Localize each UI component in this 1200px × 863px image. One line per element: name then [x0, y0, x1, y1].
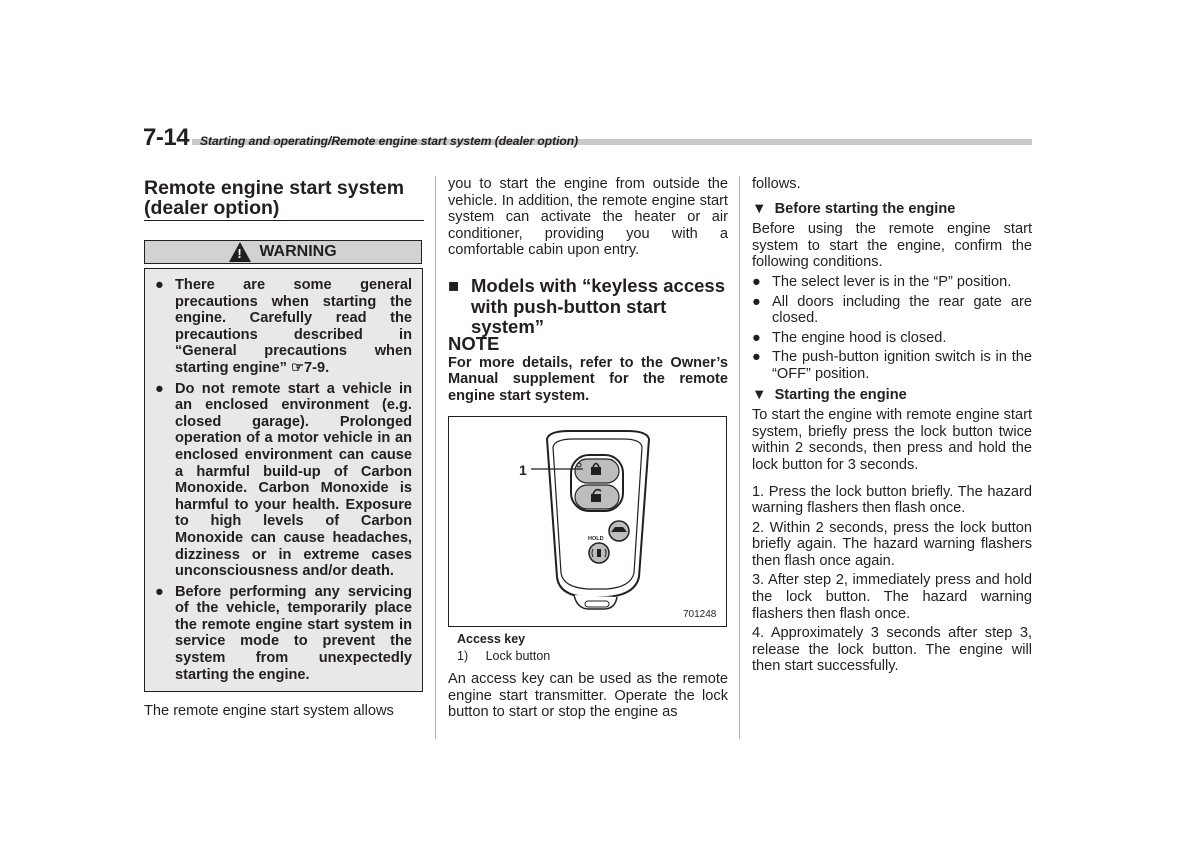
note-heading: NOTE [448, 333, 500, 354]
starting-text: To start the engine with remote engine start system, briefly press the lock button twice within 2 seconds, then press and hold the lock button for 3 seconds. [752, 407, 1032, 473]
figure-id: 701248 [683, 609, 717, 620]
square-marker-icon: ■ [448, 275, 460, 296]
warning-item: ● There are some general precautions when starting the engine. Carefully read the precautions described in “General precautions when starting engine” ☞7-9. [155, 277, 412, 376]
step: 2. Within 2 seconds, press the lock button briefly again. The hazard warning flashers then flash once again. [752, 519, 1032, 569]
conditions-list [752, 274, 1032, 383]
legend-text: Lock button [485, 648, 551, 663]
triangle-marker-icon: ▼ [752, 386, 767, 403]
note-block [448, 333, 728, 404]
access-key-illustration [449, 417, 725, 625]
section-title-line2: (dealer option) [144, 197, 280, 219]
column-divider [435, 176, 436, 739]
figure-caption: Access key [457, 632, 526, 646]
subsection-heading [448, 276, 728, 338]
step: 1. Press the lock button briefly. The hazard warning flashers then flash once. [752, 483, 1032, 517]
warning-box [144, 268, 423, 692]
before-text: Before using the remote engine start system to start the engine, confirm the following conditions. [752, 221, 1032, 271]
column-divider [739, 176, 740, 739]
list-item: ● The engine hood is closed. [752, 329, 947, 346]
section-heading [144, 178, 424, 221]
subsection-title: Models with “keyless access with push-button start system” [471, 275, 725, 338]
col2-intro: you to start the engine from outside the vehicle. In addition, the remote engine start system can activate the heater or air conditioner, providing you with a comfortable cabin upon entry. [448, 176, 728, 259]
triangle-marker-icon: ▼ [752, 200, 767, 217]
col2-body: An access key can be used as the remote engine start transmitter. Operate the lock button to start or stop the engine as [448, 671, 728, 721]
note-text: For more details, refer to the Owner’s Manual supplement for the remote engine start system. [448, 354, 728, 404]
figure-legend [457, 648, 727, 665]
list-item: ● All doors including the rear gate are closed. [752, 293, 1032, 327]
bullet-icon: ● [752, 293, 761, 310]
step: 4. Approximately 3 seconds after step 3, release the lock button. The engine will then start successfully. [752, 625, 1032, 675]
col3 [752, 176, 1032, 675]
hold-label: HOLD [588, 536, 604, 542]
access-key-figure [448, 416, 727, 627]
bullet-icon: ● [752, 329, 761, 346]
warning-item: ● Do not remote start a vehicle in an enclosed environment (e.g. closed garage). Prolonged operation of a motor vehicle in an enclosed environment can cause a harmful build-up of Carbon Monoxide. Carbon Monoxide is harmful to your health. Exposure to high levels of Carbon Monoxide can cause headaches, dizziness or in extreme cases unconsciousness and/or death. [155, 380, 412, 580]
warning-item: ● Before performing any servicing of the vehicle, temporarily place the remote engine start system in service mode to prevent the system from unexpectedly starting the engine. [155, 583, 412, 683]
warning-heading: WARNING [259, 243, 337, 260]
bullet-icon: ● [155, 380, 164, 397]
starting-heading: ▼ Starting the engine [752, 386, 907, 403]
list-item: ● The select lever is in the “P” position. [752, 273, 1012, 290]
figure-caption-block [457, 631, 727, 664]
legend-number: 1) [457, 648, 469, 663]
figure-callout: 1 [519, 462, 527, 478]
chapter-title: Starting and operating/Remote engine start system (dealer option) [200, 134, 579, 148]
bullet-icon: ● [752, 273, 761, 290]
before-heading: ▼ Before starting the engine [752, 200, 956, 217]
list-item: ● The push-button ignition switch is in the “OFF” position. [752, 349, 1032, 382]
section-rule [144, 220, 424, 221]
bullet-icon: ● [155, 583, 164, 600]
section-title-line1: Remote engine start system [144, 177, 405, 199]
step: 3. After step 2, immediately press and hold the lock button. The hazard warning flashers then flash once. [752, 572, 1032, 622]
bullet-icon: ● [752, 349, 761, 366]
bullet-icon: ● [155, 277, 164, 293]
warning-header [144, 240, 422, 264]
warning-icon: ! [229, 242, 251, 262]
page-number: 7-14 [143, 124, 190, 151]
col1-tail: The remote engine start system allows [144, 703, 394, 719]
col3-lead: follows. [752, 176, 801, 192]
